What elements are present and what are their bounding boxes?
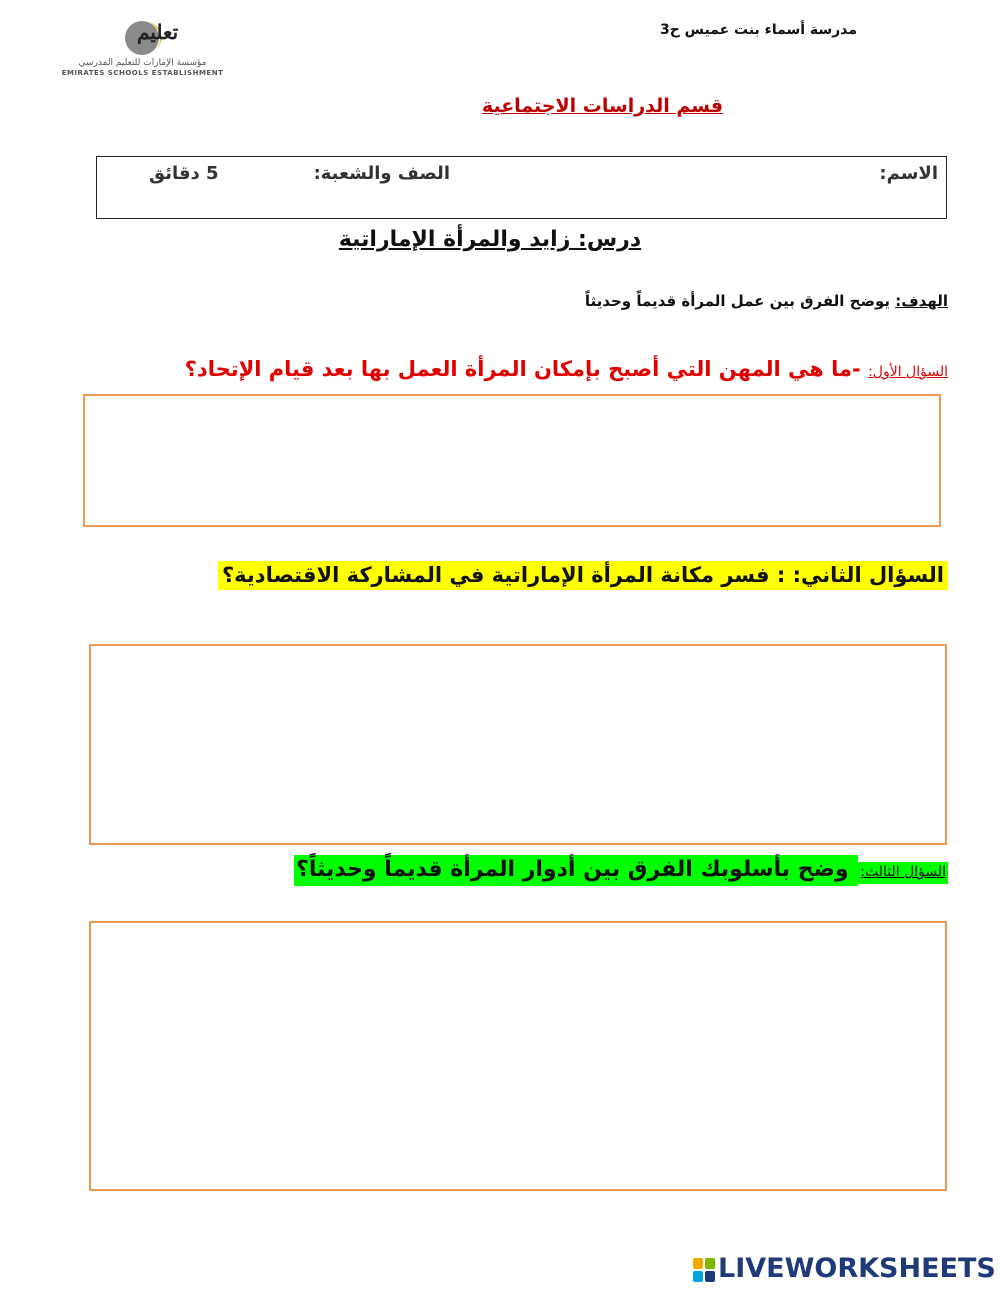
question-3 [294,857,948,882]
logo-arabic-subtitle: مؤسسة الإمارات للتعليم المدرسي [78,58,207,68]
name-label: الاسم: [879,163,938,184]
goal-text: يوضح الفرق بين عمل المرأة قديماً وحديثاً [584,292,896,310]
question-3-text: وضح بأسلوبك الفرق بين أدوار المرأة قديماً وحديثاً؟ [294,855,858,886]
lesson-goal [585,292,948,310]
school-name: مدرسة أسماء بنت عميس ح3 [659,22,857,38]
logo-arabic-title: تعليم [137,20,179,44]
question-1 [185,357,948,381]
department-title: قسم الدراسات الاجتماعية [481,95,724,117]
liveworksheets-brand [693,1253,996,1287]
liveworksheets-wordmark: LIVEWORKSHEETS [718,1253,996,1284]
logo-english-subtitle: EMIRATES SCHOOLS ESTABLISHMENT [61,69,224,77]
question-2-text: فسر مكانة المرأة الإماراتية في المشاركة الاقتصادية؟ [221,563,777,587]
liveworksheets-logo-icon [693,1258,715,1282]
class-section-label: الصف والشعبة: [313,163,450,184]
question-1-text: -ما هي المهن التي أصبح بإمكان المرأة العمل بها بعد قيام الإتحاد؟ [184,357,869,381]
ese-logo [55,18,230,80]
answer-box-3[interactable] [89,921,947,1191]
question-2 [218,561,948,590]
question-2-label: السؤال الثاني: : [776,563,944,587]
question-3-label: السؤال الثالث: [858,862,948,884]
time-label: 5 دقائق [149,163,219,184]
student-info-box [96,156,947,219]
question-1-label: السؤال الأول: [868,364,948,380]
answer-box-2[interactable] [89,644,947,845]
goal-label: الهدف: [895,292,948,310]
answer-box-1[interactable] [83,394,941,527]
lesson-title: درس: زايد والمرأة الإماراتية [338,227,642,252]
